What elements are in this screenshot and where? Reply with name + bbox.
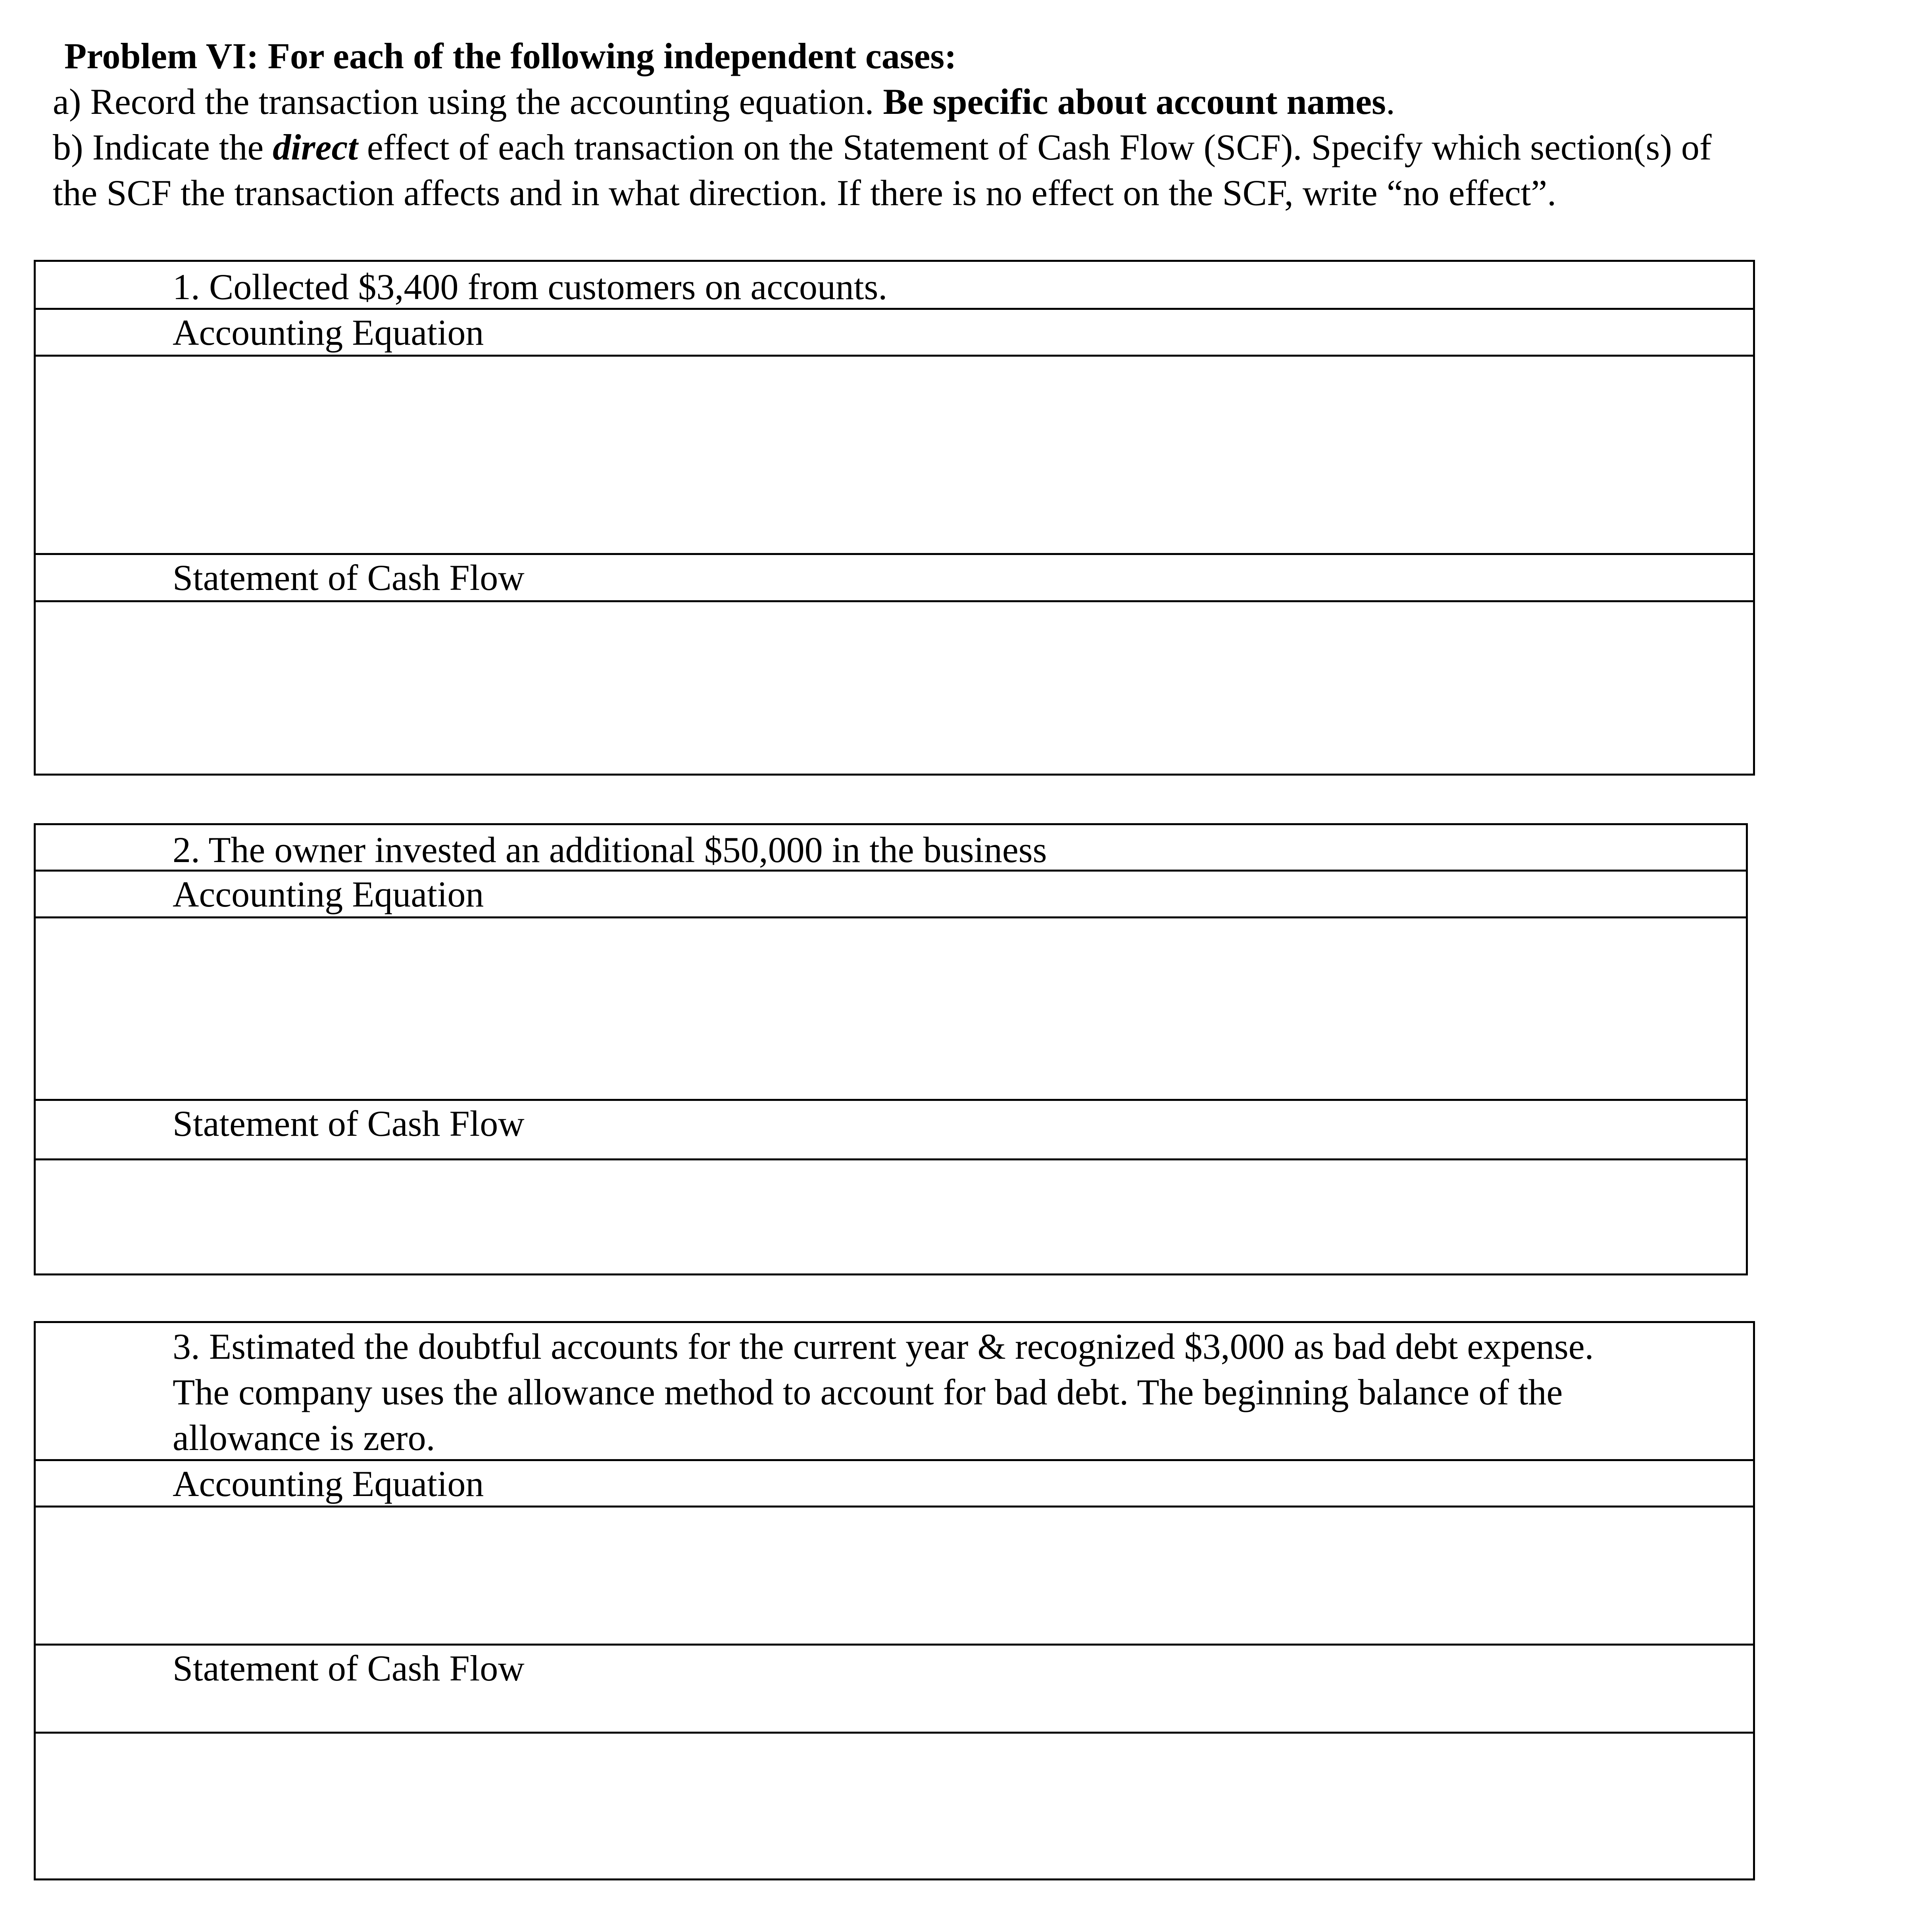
- case-3-table: [34, 1321, 1755, 1880]
- instruction-b-emphasis: direct: [273, 127, 358, 167]
- case-3-accounting-equation-answer[interactable]: [36, 1508, 1753, 1646]
- case-3-accounting-equation-label: Accounting Equation: [173, 1463, 484, 1504]
- case-1-accounting-equation-label: Accounting Equation: [173, 312, 484, 353]
- case-3-cash-flow-answer[interactable]: [36, 1734, 1753, 1878]
- case-2-accounting-equation-answer[interactable]: [36, 918, 1746, 1101]
- case-1-cash-flow-row: [36, 555, 1753, 602]
- instruction-a-bold: Be specific about account names: [883, 81, 1386, 122]
- instruction-a-text: a) Record the transaction using the accounting equation.: [53, 81, 883, 122]
- instruction-b-end: effect of each transaction on the Statement of Cash Flow (SCF). Specify which section(s) of: [358, 127, 1712, 167]
- case-1-accounting-equation-row: [36, 310, 1753, 357]
- case-2-description-row: [36, 825, 1746, 872]
- case-2-cash-flow-answer[interactable]: [36, 1160, 1746, 1273]
- instruction-b-line2: the SCF the transaction affects and in what direction. If there is no effect on the SCF, write “no effect”.: [53, 173, 1557, 213]
- case-3-cash-flow-row: [36, 1646, 1753, 1734]
- instruction-b-text: b) Indicate the: [53, 127, 273, 167]
- case-3-description-line2: The company uses the allowance method to account for bad debt. The beginning balance of the: [173, 1372, 1563, 1412]
- instruction-a-end: .: [1386, 81, 1395, 122]
- case-3-description-line3: allowance is zero.: [173, 1417, 435, 1458]
- case-2-cash-flow-row: [36, 1101, 1746, 1160]
- case-1-cash-flow-answer[interactable]: [36, 602, 1753, 774]
- case-2-table: [34, 823, 1748, 1275]
- instruction-b: [53, 129, 1712, 165]
- case-1-description: 1. Collected $3,400 from customers on accounts.: [173, 267, 888, 307]
- case-3-description-line1: 3. Estimated the doubtful accounts for the current year & recognized $3,000 as bad debt expense.: [173, 1326, 1594, 1367]
- case-1-table: [34, 260, 1755, 776]
- case-2-cash-flow-label: Statement of Cash Flow: [173, 1103, 525, 1144]
- case-2-description: 2. The owner invested an additional $50,000 in the business: [173, 830, 1047, 870]
- case-2-accounting-equation-row: [36, 872, 1746, 918]
- problem-title: Problem VI: For each of the following independent cases:: [64, 36, 957, 76]
- case-1-cash-flow-label: Statement of Cash Flow: [173, 557, 525, 598]
- case-1-description-row: [36, 262, 1753, 310]
- instruction-a: [53, 83, 1395, 120]
- case-1-accounting-equation-answer[interactable]: [36, 357, 1753, 555]
- case-3-description-row: [36, 1323, 1753, 1461]
- case-2-accounting-equation-label: Accounting Equation: [173, 874, 484, 914]
- case-3-accounting-equation-row: [36, 1461, 1753, 1508]
- case-3-cash-flow-label: Statement of Cash Flow: [173, 1648, 525, 1688]
